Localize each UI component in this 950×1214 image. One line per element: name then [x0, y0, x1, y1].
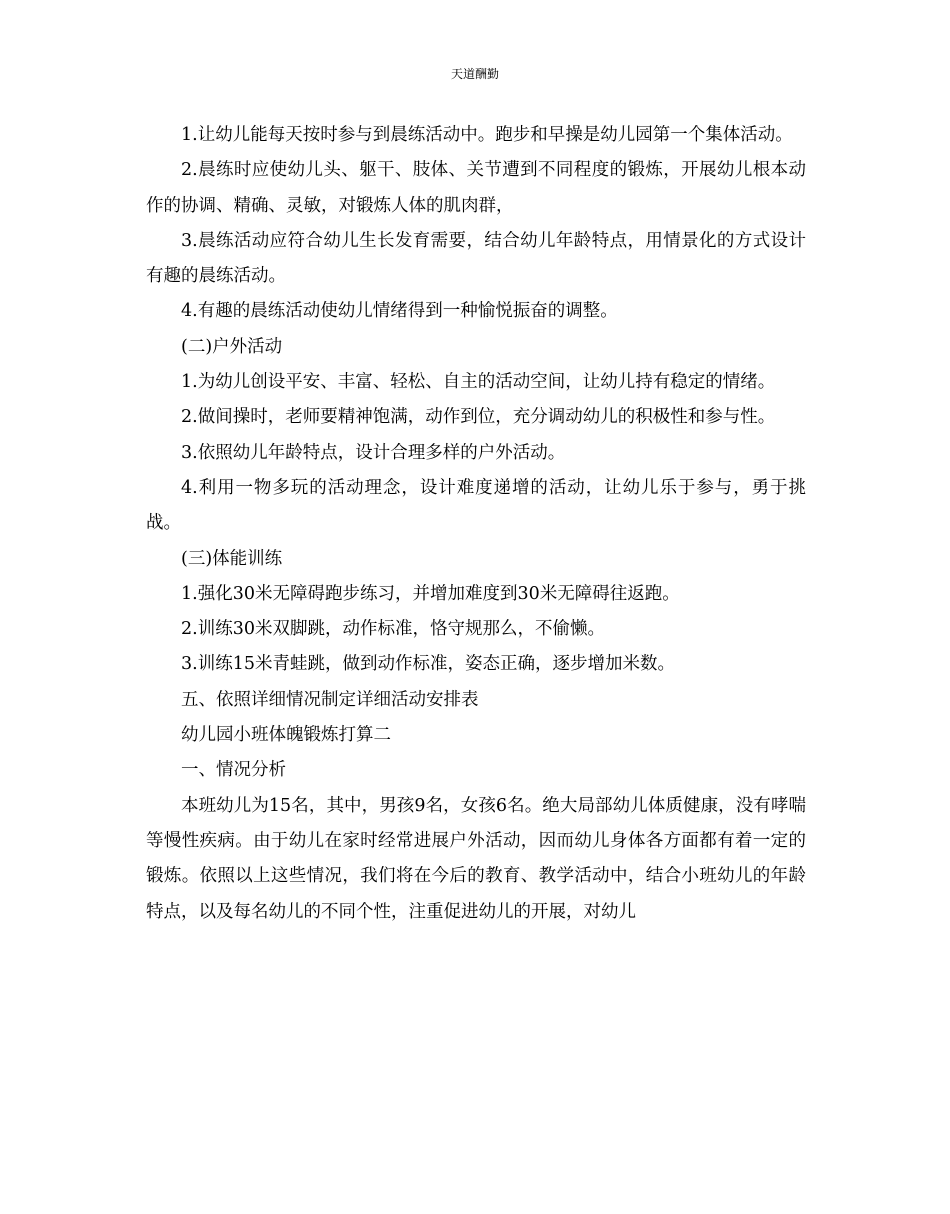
section-heading: (三)体能训练 — [181, 548, 283, 569]
paragraph: 2.训练30米双脚跳，动作标准，恪守规那么，不偷懒。 — [181, 619, 605, 640]
document-subtitle: 幼儿园小班体魄锻炼打算二 — [181, 725, 391, 746]
paragraph: 1.为幼儿创设平安、丰富、轻松、自主的活动空间，让幼儿持有稳定的情绪。 — [181, 372, 776, 393]
paragraph: 3.训练15米青蛙跳，做到动作标准，姿态正确，逐步增加米数。 — [181, 654, 675, 675]
paragraph: 2.做间操时，老师要精神饱满，动作到位，充分调动幼儿的积极性和参与性。 — [181, 407, 776, 428]
section-heading: 一、情况分析 — [181, 760, 286, 781]
paragraph: 2.晨练时应使幼儿头、躯干、肢体、关节遭到不同程度的锻炼，开展幼儿根本动作的协调、精确、灵敏，对锻炼人体的肌肉群， — [146, 160, 806, 216]
paragraph: 3.依照幼儿年龄特点，设计合理多样的户外活动。 — [181, 442, 566, 463]
paragraph: 4.利用一物多玩的活动理念，设计难度递增的活动，让幼儿乐于参与，勇于挑战。 — [146, 477, 806, 534]
paragraph: 1.强化30米无障碍跑步练习，并增加难度到30米无障碍往返跑。 — [181, 583, 680, 604]
paragraph: 3.晨练活动应符合幼儿生长发育需要，结合幼儿年龄特点，用情景化的方式设计有趣的晨练活动。 — [146, 230, 806, 287]
page-header: 天道酬勤 — [450, 67, 499, 81]
paragraph: 本班幼儿为15名，其中，男孩9名，女孩6名。绝大局部幼儿体质健康，没有哮喘等慢性疾病。由于幼儿在家时经常进展户外活动，因而幼儿身体各方面都有着一定的锻炼。依照以上这些情况，我们将在今后的教育、教学活动中，结合小班幼儿的年龄特点，以及每名幼儿的不同个性，注重促进幼儿的开展，对幼儿 — [146, 795, 806, 922]
document-body — [146, 118, 806, 930]
section-heading: (二)户外活动 — [181, 336, 283, 357]
paragraph: 1.让幼儿能每天按时参与到晨练活动中。跑步和早操是幼儿园第一个集体活动。 — [181, 125, 793, 145]
paragraph: 4.有趣的晨练活动使幼儿情绪得到一种愉悦振奋的调整。 — [181, 301, 618, 322]
section-heading: 五、依照详细情况制定详细活动安排表 — [181, 689, 479, 710]
